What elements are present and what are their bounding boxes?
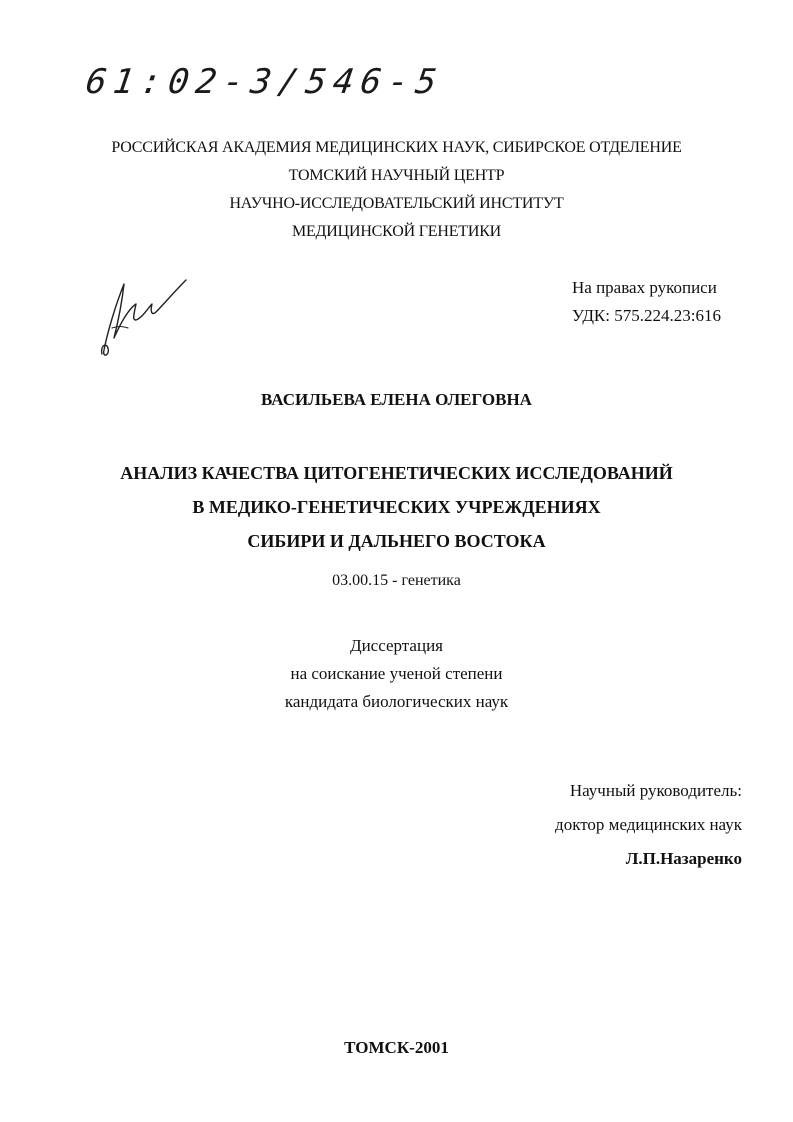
dissertation-line-1: Диссертация <box>349 636 443 655</box>
author-name: ВАСИЛЬЕВА ЕЛЕНА ОЛЕГОВНА <box>261 390 532 409</box>
institution-header <box>0 134 793 246</box>
supervisor-name: Л.П.Назаренко <box>625 849 742 868</box>
dissertation-line-3: кандидата биологических наук <box>284 692 509 711</box>
title-line-3: СИБИРИ И ДАЛЬНЕГО ВОСТОКА <box>247 531 546 551</box>
city-year: ТОМСК-2001 <box>344 1038 449 1057</box>
supervisor-label: Научный руководитель: <box>569 781 742 800</box>
institution-line-1: РОССИЙСКАЯ АКАДЕМИЯ МЕДИЦИНСКИХ НАУК, СИБИРСКОЕ ОТДЕЛЕНИЕ <box>111 139 682 156</box>
udc-code: УДК: 575.224.23:616 <box>572 306 721 325</box>
institution-line-3: НАУЧНО-ИССЛЕДОВАТЕЛЬСКИЙ ИНСТИТУТ <box>229 195 564 212</box>
signature-mark <box>92 268 192 364</box>
dissertation-title <box>0 456 793 558</box>
archive-number: 61:02-3/546-5 <box>83 62 446 102</box>
dissertation-line-2: на соискание ученой степени <box>290 664 503 683</box>
manuscript-rights: На правах рукописи <box>572 278 717 297</box>
specialty-code: 03.00.15 - генетика <box>332 572 461 589</box>
institution-line-2: ТОМСКИЙ НАУЧНЫЙ ЦЕНТР <box>288 167 505 184</box>
title-line-1: АНАЛИЗ КАЧЕСТВА ЦИТОГЕНЕТИЧЕСКИХ ИССЛЕДОВАНИЙ <box>120 463 673 483</box>
institution-line-4: МЕДИЦИНСКОЙ ГЕНЕТИКИ <box>291 223 502 240</box>
manuscript-block <box>572 274 721 330</box>
dissertation-description <box>0 632 793 716</box>
supervisor-degree: доктор медицинских наук <box>555 815 742 834</box>
supervisor-block <box>480 774 742 876</box>
title-line-2: В МЕДИКО-ГЕНЕТИЧЕСКИХ УЧРЕЖДЕНИЯХ <box>192 497 601 517</box>
